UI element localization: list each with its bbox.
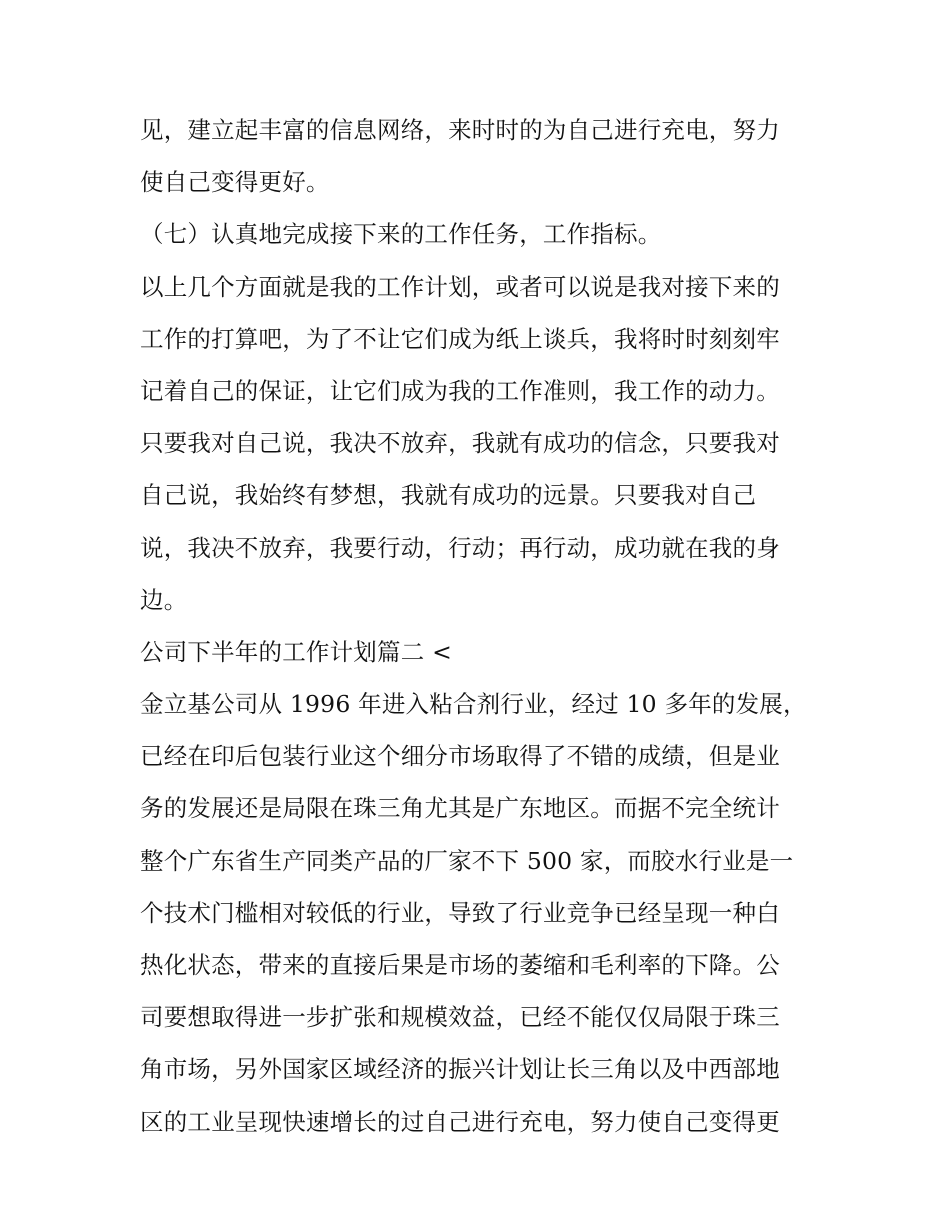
text-line: 说，我决不放弃，我要行动，行动；再行动，成功就在我的身 <box>140 533 780 562</box>
text-line: 整个广东省生产同类产品的厂家不下 500 家，而胶水行业是一 <box>140 846 794 875</box>
chapter-title: 公司下半年的工作计划篇二 < <box>140 637 452 666</box>
text-line: 记着自己的保证，让它们成为我的工作准则，我工作的动力。 <box>140 376 780 405</box>
text-line: 见，建立起丰富的信息网络，来时时的为自己进行充电，努力 <box>140 116 780 144</box>
text-line: 使自己变得更好。 <box>140 168 330 197</box>
text-line: 角市场，另外国家区域经济的振兴计划让长三角以及中西部地 <box>140 1055 780 1084</box>
text-line: 热化状态，带来的直接后果是市场的萎缩和毛利率的下降。公 <box>140 951 780 979</box>
text-line: 司要想取得进一步扩张和规模效益，已经不能仅仅局限于珠三 <box>140 1003 780 1032</box>
text-line: 个技术门槛相对较低的行业，导致了行业竞争已经呈现一种白 <box>140 898 780 927</box>
section-heading: （七）认真地完成接下来的工作任务，工作指标。 <box>140 220 662 249</box>
text-line: 边。 <box>140 585 188 614</box>
text-line: 只要我对自己说，我决不放弃，我就有成功的信念，只要我对 <box>140 429 780 458</box>
text-line: 以上几个方面就是我的工作计划，或者可以说是我对接下来的 <box>140 272 780 301</box>
text-line: 已经在印后包装行业这个细分市场取得了不错的成绩，但是业 <box>140 742 780 771</box>
text-line: 务的发展还是局限在珠三角尤其是广东地区。而据不完全统计 <box>140 794 780 823</box>
text-line: 工作的打算吧，为了不让它们成为纸上谈兵，我将时时刻刻牢 <box>140 324 780 353</box>
body-text <box>140 104 830 1148</box>
text-line: 金立基公司从 1996 年进入粘合剂行业，经过 10 多年的发展， <box>140 690 807 719</box>
text-line: 区的工业呈现快速增长的过自己进行充电，努力使自己变得更 <box>140 1107 780 1136</box>
text-line: 自己说，我始终有梦想，我就有成功的远景。只要我对自己 <box>140 481 757 510</box>
